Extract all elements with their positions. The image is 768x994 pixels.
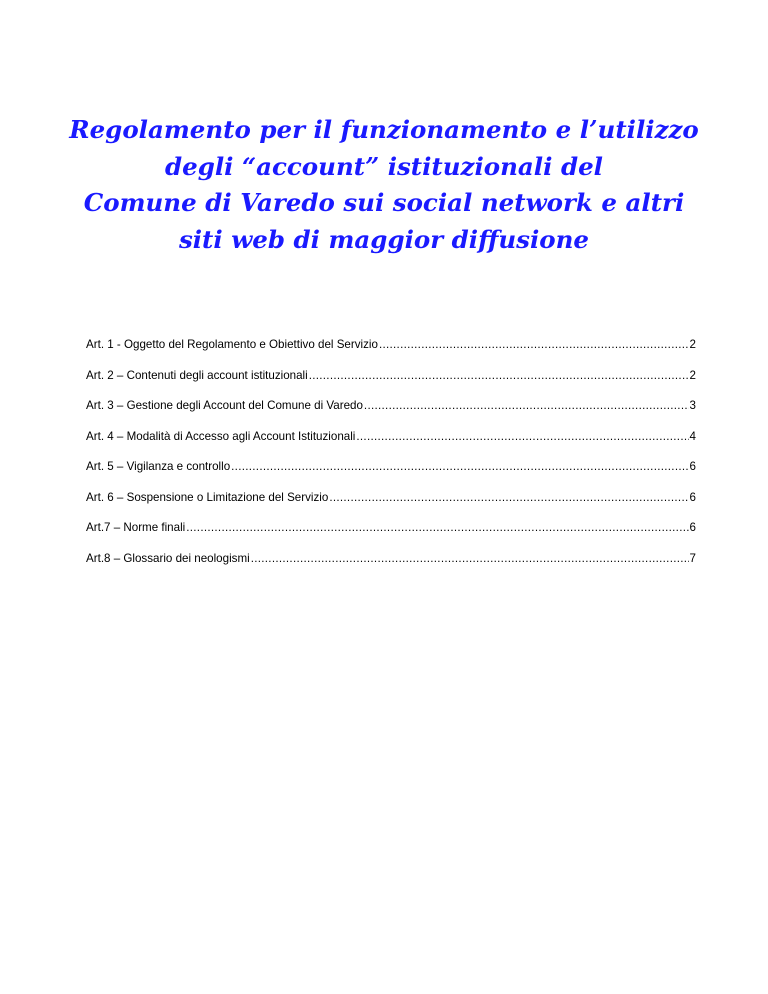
- toc-dot-leader: [379, 338, 689, 351]
- toc-dot-leader: [231, 460, 688, 473]
- toc-dot-leader: [186, 521, 688, 534]
- toc-dot-leader: [309, 369, 689, 382]
- toc-entry-art-2[interactable]: [86, 369, 696, 400]
- toc-entry-art-6[interactable]: [86, 491, 696, 522]
- toc-entry-label: Art. 5 – Vigilanza e controllo: [86, 460, 231, 473]
- toc-page-number: 6: [689, 460, 696, 473]
- toc-entry-art-3[interactable]: [86, 399, 696, 430]
- toc-dot-leader: [356, 430, 688, 443]
- toc-entry-art-5[interactable]: [86, 460, 696, 491]
- toc-entry-label: Art. 3 – Gestione degli Account del Comune di Varedo: [86, 399, 363, 412]
- toc-dot-leader: [329, 491, 688, 504]
- toc-entry-label: Art.8 – Glossario dei neologismi: [86, 551, 250, 565]
- toc-dot-leader: [251, 552, 689, 565]
- toc-entry-label: Art. 6 – Sospensione o Limitazione del Servizio: [86, 490, 329, 504]
- toc-page-number: 6: [689, 521, 696, 534]
- title-line: Comune di Varedo sui social network e altri: [83, 188, 685, 217]
- toc-entry-label: Art. 1 - Oggetto del Regolamento e Obiettivo del Servizio: [86, 338, 378, 351]
- title-line: siti web di maggior diffusione: [178, 224, 590, 254]
- toc-page-number: 2: [689, 368, 696, 382]
- toc-page-number: 4: [689, 429, 696, 443]
- toc-entry-art-8[interactable]: [86, 552, 696, 583]
- title-line: Regolamento per il funzionamento e l’utilizzo: [69, 115, 699, 144]
- toc-entry-label: Art. 4 – Modalità di Accesso agli Account Istituzionali: [86, 429, 356, 443]
- toc-entry-art-4[interactable]: [86, 430, 696, 461]
- document-title: [60, 112, 708, 258]
- toc-page-number: 3: [689, 399, 696, 412]
- toc-entry-art-7[interactable]: [86, 521, 696, 552]
- toc-entry-label: Art.7 – Norme finali: [86, 521, 186, 534]
- toc-entry-art-1[interactable]: [86, 338, 696, 369]
- toc-page-number: 6: [689, 490, 696, 504]
- toc-page-number: 7: [689, 551, 696, 565]
- table-of-contents: [86, 338, 696, 582]
- toc-page-number: 2: [689, 338, 696, 351]
- toc-entry-label: Art. 2 – Contenuti degli account istituzionali: [86, 368, 308, 382]
- title-line: degli “account” istituzionali del: [165, 151, 603, 181]
- toc-dot-leader: [364, 399, 689, 412]
